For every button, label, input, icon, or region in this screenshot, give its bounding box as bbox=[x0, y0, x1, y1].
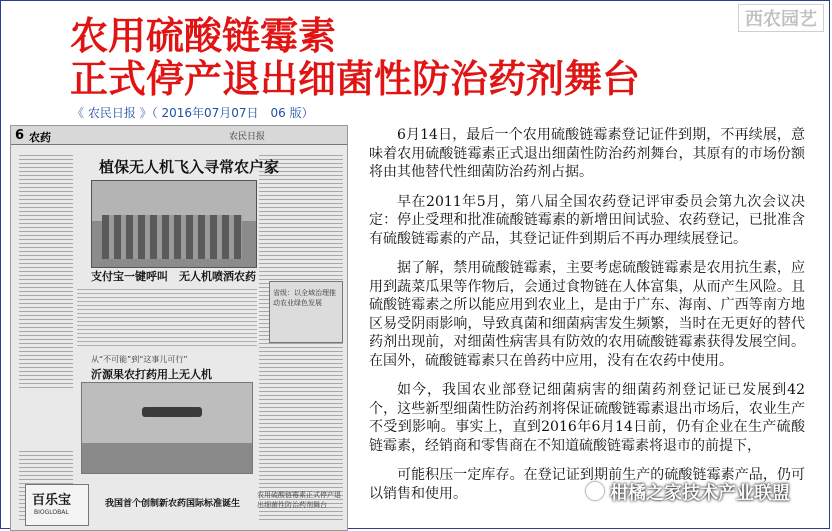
scan-page-number: 6 bbox=[15, 128, 25, 143]
brand-logo: 西农园艺 bbox=[738, 4, 824, 32]
page-title-line2: 正式停产退出细菌性防治药剂舞台 bbox=[70, 57, 641, 101]
scan-ad-logo bbox=[25, 484, 89, 526]
watermark-text: 柑橘之家技术产业联盟 bbox=[610, 483, 790, 504]
scan-ad-logo-sub: BIOGLOBAL bbox=[34, 509, 69, 516]
scan-bottom-note: 农用硫酸链霉素正式停产退出细菌性防治药剂舞台 bbox=[257, 491, 341, 509]
scan-ad-logo-text: 百乐宝 bbox=[32, 493, 72, 508]
page-title-line1: 农用硫酸链霉素 bbox=[70, 14, 337, 58]
photo-field bbox=[82, 443, 252, 473]
scan-body-text bbox=[77, 286, 257, 346]
scan-masthead: 农民日报 bbox=[229, 132, 266, 142]
scan-photo-farmers bbox=[91, 180, 257, 268]
scan-kicker: 从“不可能”到“这事儿可行” bbox=[91, 355, 188, 364]
scan-sub-headline: 支付宝一键呼叫 无人机喷洒农药 bbox=[91, 270, 256, 283]
scan-side-box-text: 省级：以全域治理推动农业绿色发展 bbox=[273, 289, 336, 307]
scan-bottom-headline: 我国首个创制新农药国际标准诞生 bbox=[105, 499, 241, 509]
source-citation: 《 农民日报 》（ 2016年07月07日 06 版） bbox=[72, 106, 314, 120]
wechat-logo-icon bbox=[586, 482, 604, 500]
article-body bbox=[369, 126, 805, 514]
scan-header-bar bbox=[11, 126, 347, 145]
newspaper-scan-image bbox=[10, 125, 348, 531]
scan-photo-drone bbox=[81, 382, 253, 474]
scan-main-headline: 植保无人机飞入寻常农户家 bbox=[99, 158, 280, 176]
scan-left-gap bbox=[19, 388, 73, 448]
scan-section-label: 农药 bbox=[29, 131, 51, 144]
article-paragraph-2: 早在2011年5月，第八届全国农药登记评审委员会第九次会议决定：停止受理和批准硫酸链霉素的新增田间试验、农药登记，已批准含有硫酸链霉素的产品，其登记证件到期后不再办理续展登记。 bbox=[369, 193, 805, 247]
article-paragraph-1: 6月14日，最后一个农用硫酸链霉素登记证件到期，不再续展，意味着农用硫酸链霉素正式退出细菌性防治药剂舞台，其原有的市场份额将由其他替代性细菌防治药剂占据。 bbox=[369, 127, 805, 180]
photo-people bbox=[102, 215, 242, 259]
drone-icon bbox=[142, 407, 202, 417]
scan-second-headline: 沂源果农打药用上无人机 bbox=[91, 368, 212, 381]
article-paragraph-3: 据了解，禁用硫酸链霉素，主要考虑硫酸链霉素是农用抗生素，应用到蔬菜瓜果等作物后，会通过食物链在人体富集，从而产生风险。且硫酸链霉素之所以能应用到农业上，是由于广东、海南、广西等南方地区易受阴雨影响，导致真菌和细菌病害发生频繁，当时在无更好的替代药剂出现前，对细菌性病害具有防效的农用硫酸链霉素获得发展空间。在国外，硫酸链霉素只在兽药中应用，没有在农药中使用。 bbox=[369, 260, 805, 369]
watermark bbox=[586, 479, 790, 505]
scan-left-column bbox=[19, 152, 73, 522]
article-paragraph-5: 可能积压一定库存。在登记证到期前生产的硫酸链霉素产品，仍可以销售和使用。 bbox=[369, 467, 805, 502]
article-paragraph-4: 如今，我国农业部登记细菌病害的细菌药剂登记证已发展到42个，这些新型细菌性防治药剂将保证硫酸链霉素退出市场后，农业生产不受到影响。事实上，直到2016年6月14日前，仍有企业在生产硫酸链霉素，经销商和零售商在不知道硫酸链霉素将退市的前提下， bbox=[369, 382, 805, 454]
